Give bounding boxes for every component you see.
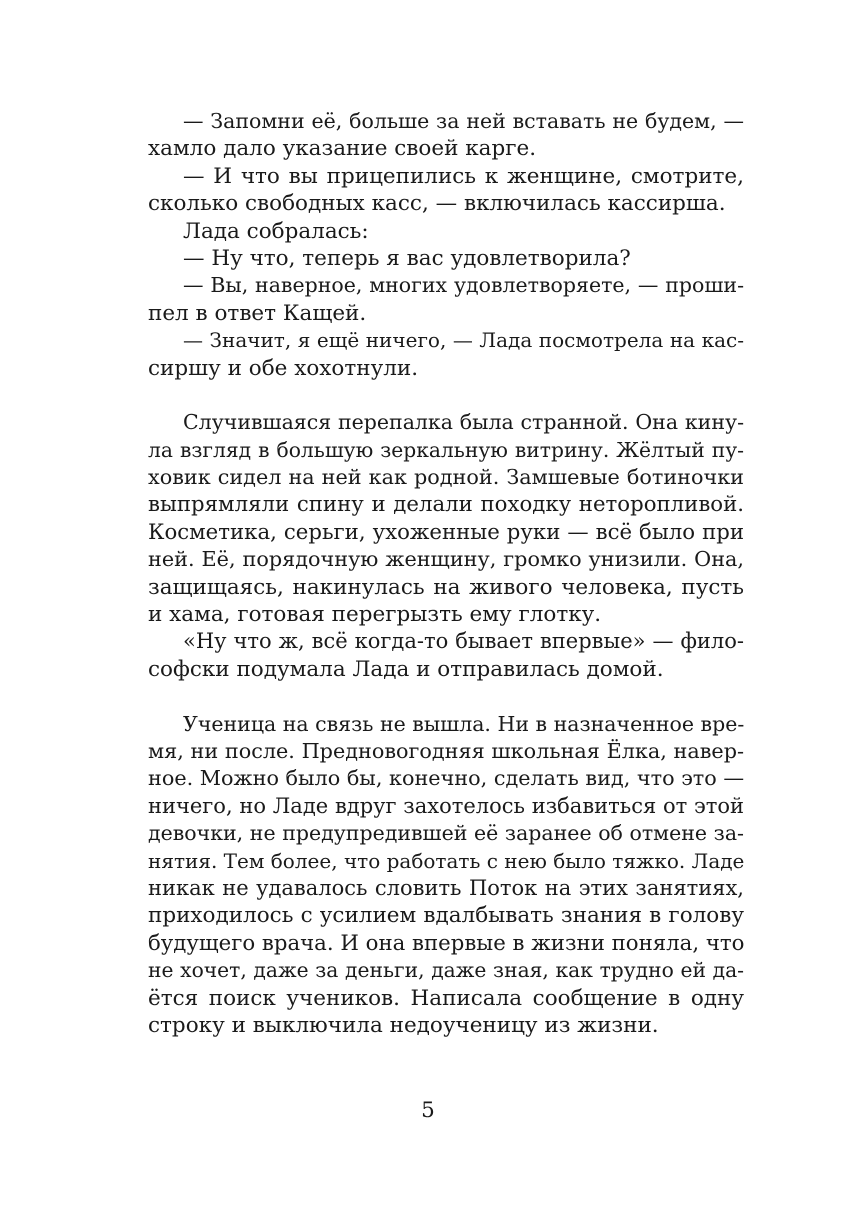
text-line: ётся поиск учеников. Написала сообщение в одну bbox=[148, 985, 744, 1011]
text-line: пел в ответ Кащей. bbox=[148, 300, 367, 326]
text-line: — Запомни её, больше за ней вставать не будем, — bbox=[183, 109, 744, 133]
paragraph bbox=[148, 108, 744, 163]
text-line: Лада собралась: bbox=[183, 218, 369, 244]
paragraph bbox=[148, 218, 744, 245]
text-line: ховик сидел на ней как родной. Замшевые ботиночки bbox=[148, 465, 744, 490]
paragraph bbox=[148, 272, 744, 327]
text-line: — Значит, я ещё ничего, — Лада посмотрела на кас- bbox=[183, 328, 744, 353]
paragraph bbox=[148, 409, 744, 628]
text-line: ное. Можно было бы, конечно, сделать вид, что это — bbox=[148, 766, 744, 791]
text-line: ничего, но Ладе вдруг захотелось избавиться от этой bbox=[148, 793, 744, 818]
text-line: ла взгляд в большую зеркальную витрину. Жёлтый пу- bbox=[148, 437, 744, 462]
text-line: ней. Её, порядочную женщину, громко унизили. Она, bbox=[148, 547, 744, 572]
text-line: и хама, готовая перегрызть ему глотку. bbox=[148, 602, 602, 628]
text-line: будущего врача. И она впервые в жизни поняла, что bbox=[148, 930, 744, 956]
text-line: никак не удавалось словить Поток на этих занятиях, bbox=[148, 875, 744, 900]
text-line: хамло дало указание своей карге. bbox=[148, 136, 537, 162]
text-line: девочки, не предупредившей её заранее об отмене за- bbox=[148, 821, 744, 846]
paragraph-gap bbox=[148, 683, 744, 710]
text-line: нятия. Тем более, что работать с нею было тяжко. Ладе bbox=[148, 848, 744, 873]
text-line: приходилось с усилием вдалбывать знания в голову bbox=[148, 903, 744, 929]
text-line: Случившаяся перепалка была странной. Она кину- bbox=[183, 410, 744, 435]
text-line: строку и выключила недоученицу из жизни. bbox=[148, 1012, 659, 1038]
paragraph-gap bbox=[148, 382, 744, 409]
text-line: Косметика, серьги, ухоженные руки — всё было при bbox=[148, 519, 744, 545]
text-line: мя, ни после. Предновогодняя школьная Ёлка, навер- bbox=[148, 738, 744, 763]
text-line: сколько свободных касс, — включилась кассирша. bbox=[148, 191, 726, 217]
text-line: — Вы, наверное, многих удовлетворяете, — проши- bbox=[183, 273, 744, 298]
paragraph bbox=[148, 327, 744, 382]
paragraph bbox=[148, 628, 744, 683]
page-body bbox=[148, 108, 744, 1039]
text-line: — Ну что, теперь я вас удовлетворила? bbox=[183, 245, 631, 271]
text-line: сиршу и обе хохотнули. bbox=[148, 355, 419, 381]
text-line: защищаясь, накинулась на живого человека, пусть bbox=[148, 574, 744, 600]
text-line: выпрямляли спину и делали походку неторопливой. bbox=[148, 492, 744, 518]
paragraph bbox=[148, 163, 744, 218]
text-line: Ученица на связь не вышла. Ни в назначенное вре- bbox=[183, 711, 744, 736]
text-line: софски подумала Лада и отправилась домой. bbox=[148, 656, 664, 682]
page-number: 5 bbox=[421, 1098, 435, 1123]
paragraph bbox=[148, 245, 744, 272]
paragraph bbox=[148, 711, 744, 1040]
text-line: — И что вы прицепились к женщине, смотрите, bbox=[183, 163, 744, 189]
text-line: не хочет, даже за деньги, даже зная, как трудно ей да- bbox=[148, 958, 744, 983]
text-line: «Ну что ж, всё когда-то бывает впервые» — фило- bbox=[183, 629, 744, 654]
